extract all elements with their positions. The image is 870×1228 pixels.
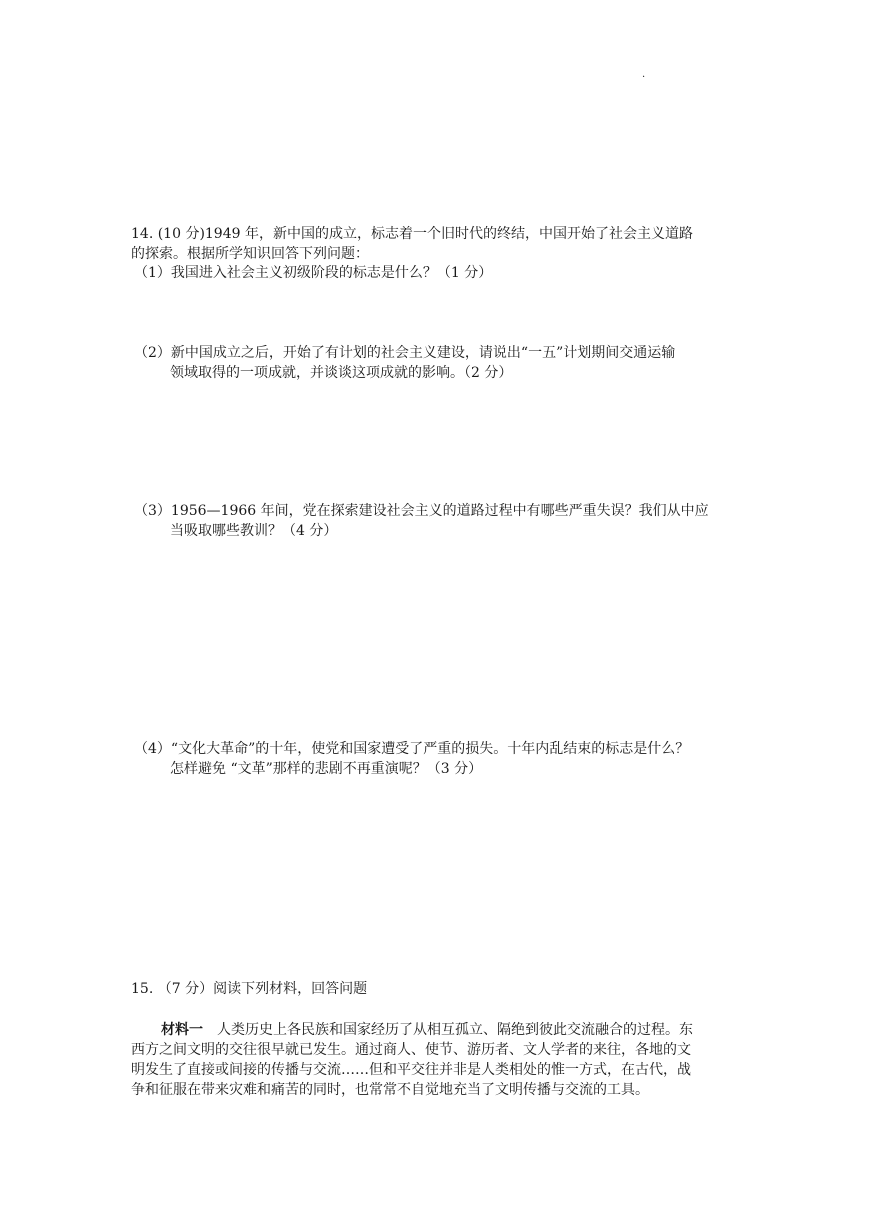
material1-label: 材料一 bbox=[161, 1022, 203, 1038]
q14-stem-line2: 的探索。根据所学知识回答下列问题： bbox=[131, 246, 369, 262]
q14-sub3-line1: （3）1956—1966 年间，党在探索建设社会主义的道路过程中有哪些严重失误？我们从中应 bbox=[134, 503, 709, 519]
material1-text-line1: 人类历史上各民族和国家经历了从相互孤立、隔绝到彼此交流融合的过程。东 bbox=[217, 1022, 693, 1038]
q14-sub3-line2: 当吸取哪些教训？（4 分） bbox=[170, 523, 338, 539]
q14-sub4-line2: 怎样避免 “文革”那样的悲剧不再重演呢？（3 分） bbox=[170, 761, 483, 777]
header-dot: . bbox=[642, 69, 646, 80]
q14-stem-line1: 14. (10 分)1949 年，新中国的成立，标志着一个旧时代的终结，中国开始了社会主义道路 bbox=[131, 226, 693, 242]
q15-heading: 15. （7 分）阅读下列材料，回答问题 bbox=[131, 981, 368, 997]
material1-line4: 争和征服在带来灾难和痛苦的同时，也常常不自觉地充当了文明传播与交流的工具。 bbox=[131, 1082, 649, 1098]
q14-sub2-line1: （2）新中国成立之后，开始了有计划的社会主义建设，请说出“一五”计划期间交通运输 bbox=[134, 345, 676, 361]
q14-sub4-line1: （4）“文化大革命”的十年，使党和国家遭受了严重的损失。十年内乱结束的标志是什么？ bbox=[134, 741, 690, 757]
material1-line3: 明发生了直接或间接的传播与交流……但和平交往并非是人类相处的惟一方式，在古代，战 bbox=[131, 1062, 691, 1078]
q14-sub2-line2: 领域取得的一项成就，并谈谈这项成就的影响。（2 分） bbox=[170, 365, 513, 381]
material1-line2: 西方之间文明的交往很早就已发生。通过商人、使节、游历者、文人学者的来往，各地的文 bbox=[131, 1042, 691, 1058]
q14-sub1: （1）我国进入社会主义初级阶段的标志是什么？（1 分） bbox=[134, 265, 493, 281]
material1-line1 bbox=[131, 1020, 693, 1040]
